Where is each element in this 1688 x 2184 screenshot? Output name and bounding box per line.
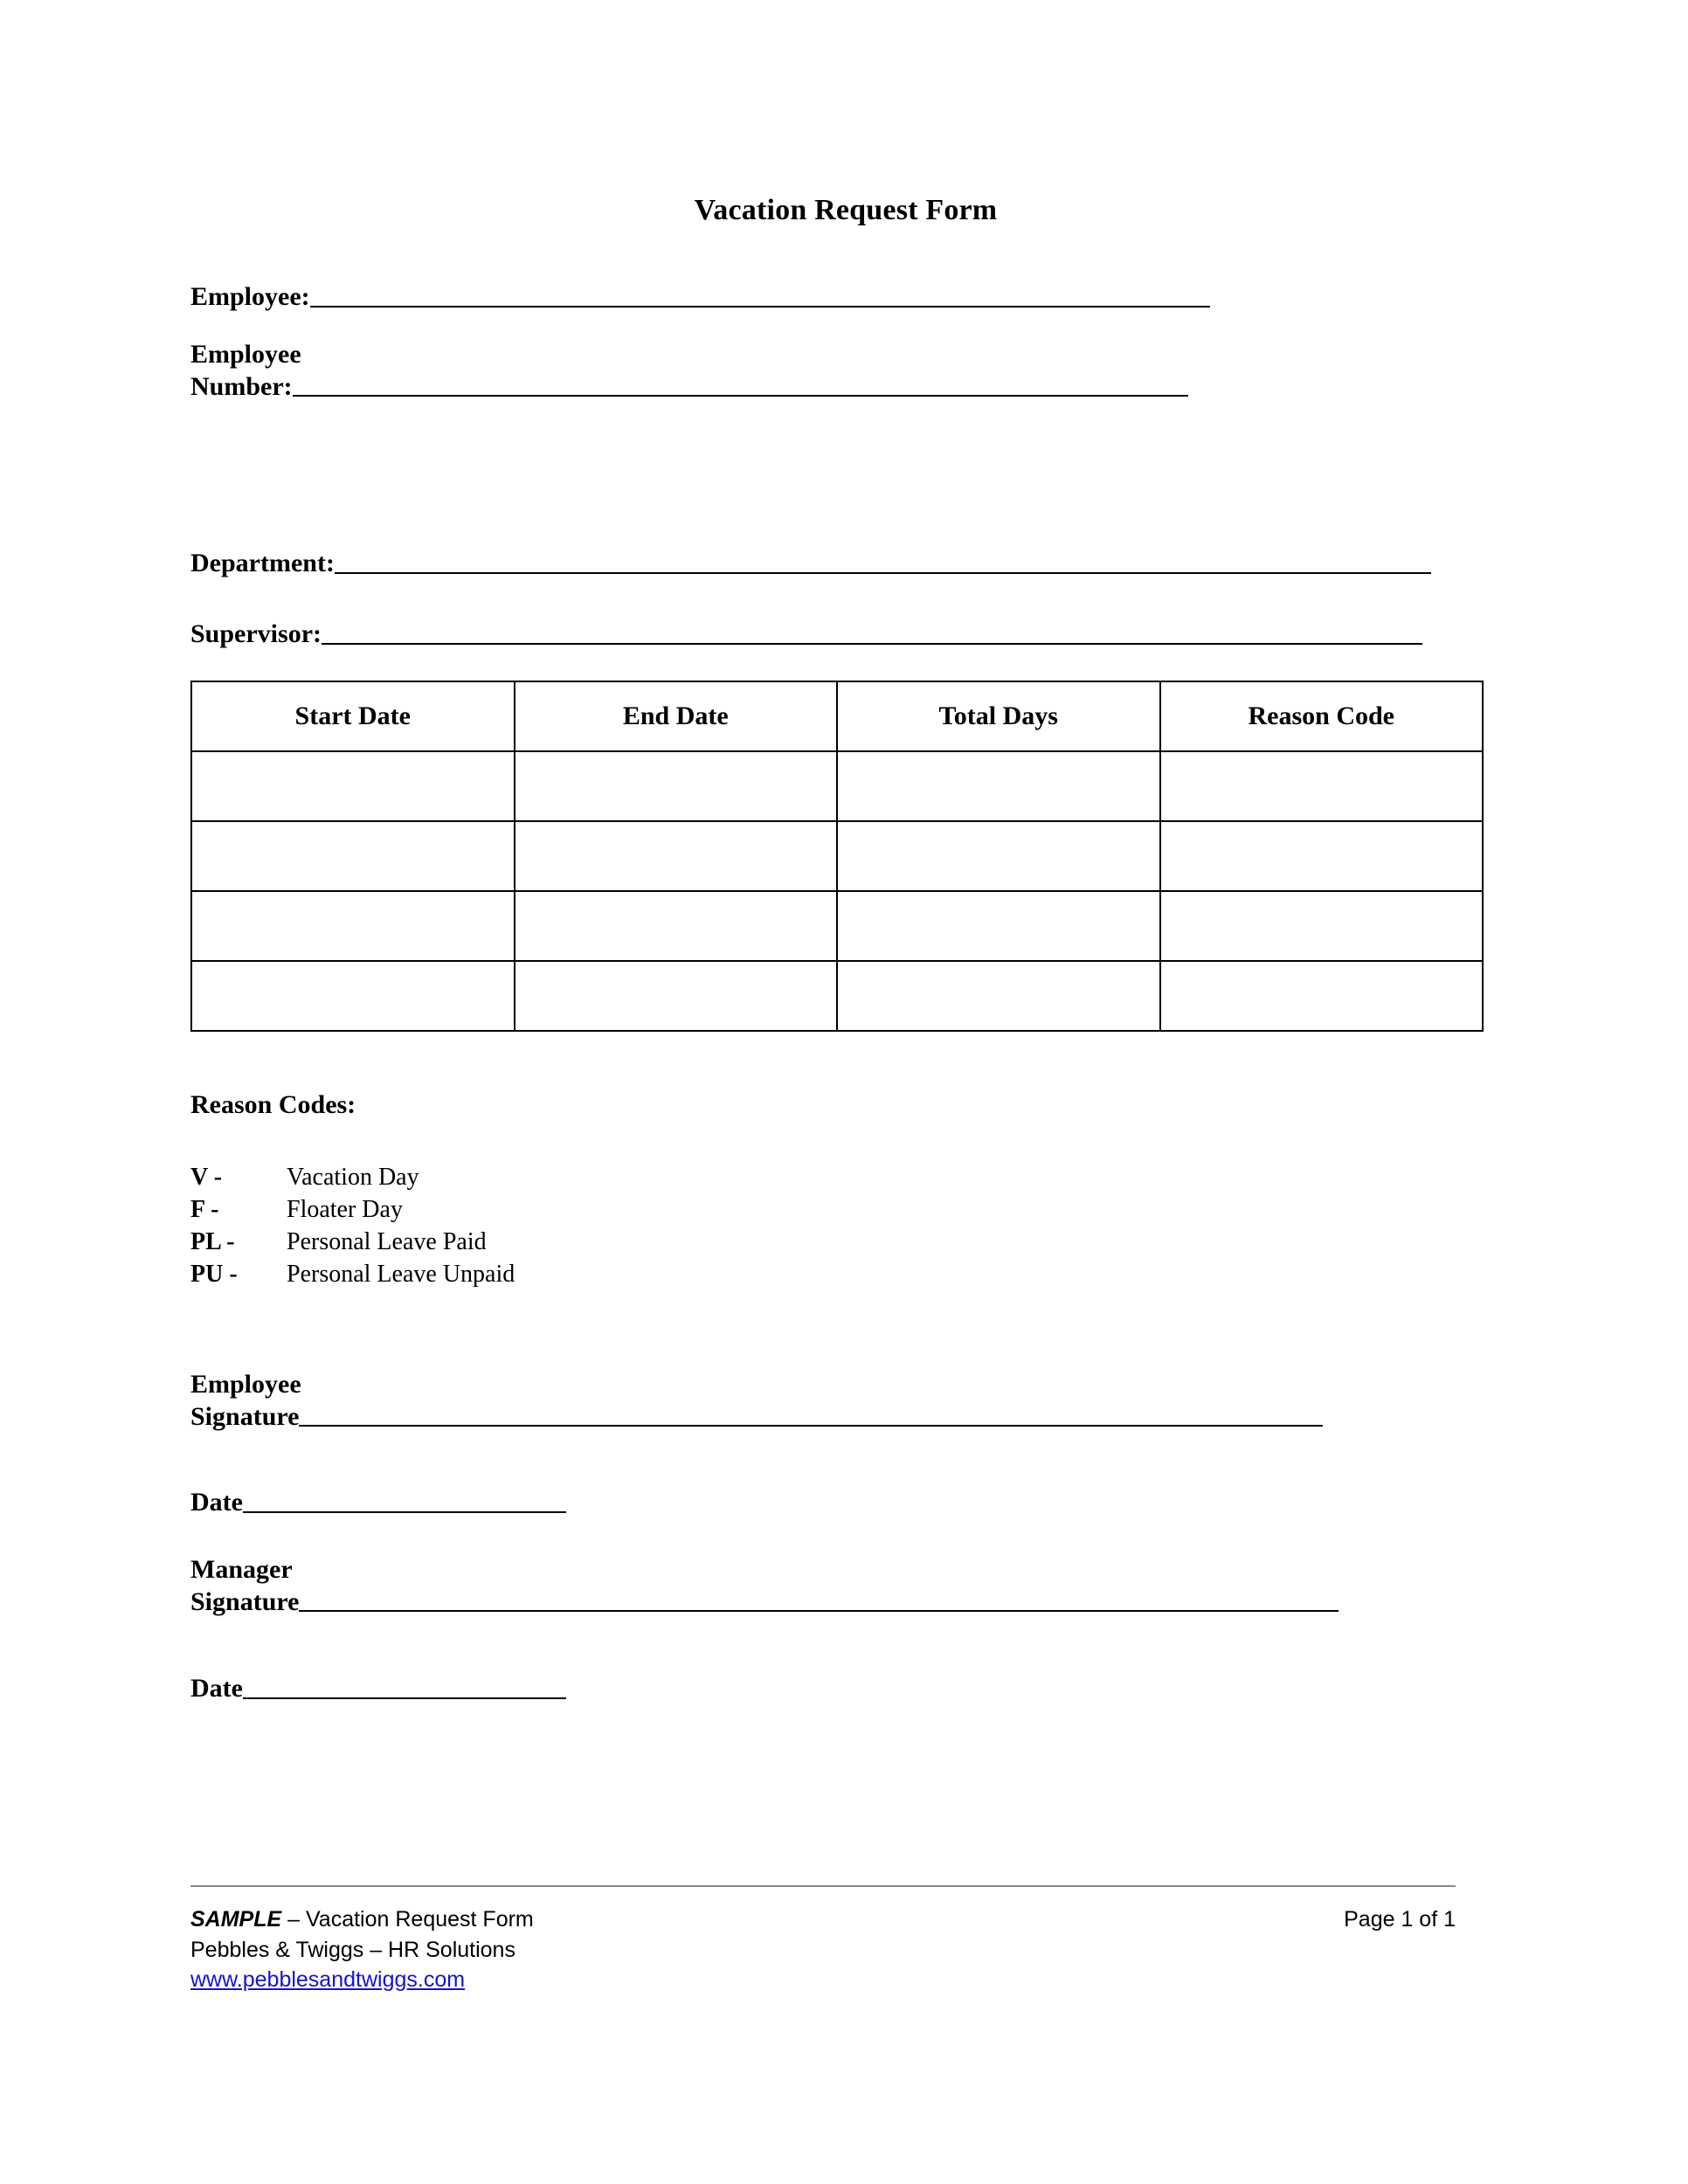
- table-row: [191, 751, 1483, 821]
- cell-total-days[interactable]: [837, 961, 1160, 1031]
- cell-start-date[interactable]: [191, 821, 515, 891]
- employee-signature-block: [190, 1369, 1501, 1433]
- field-employee-label: Employee:: [190, 282, 310, 311]
- footer-company: Pebbles & Twiggs – HR Solutions: [190, 1937, 515, 1962]
- field-employee-number: [190, 339, 1501, 403]
- field-department: [190, 548, 1501, 580]
- list-item: [190, 1162, 1064, 1194]
- employee-signature-rule[interactable]: [299, 1425, 1323, 1427]
- manager-date-label: Date: [190, 1674, 243, 1703]
- footer-title-line: [190, 1904, 534, 1935]
- reason-code-key: PL -: [190, 1227, 235, 1255]
- reason-code-description: Vacation Day: [287, 1164, 419, 1191]
- field-employee-number-rule[interactable]: [293, 395, 1188, 397]
- reason-code-key: PU -: [190, 1260, 238, 1288]
- footer-title-rest: – Vacation Request Form: [281, 1907, 534, 1932]
- field-department-rule[interactable]: [335, 572, 1431, 574]
- cell-end-date[interactable]: [515, 751, 838, 821]
- cell-total-days[interactable]: [837, 891, 1160, 961]
- reason-code-description: Floater Day: [287, 1195, 403, 1223]
- vacation-dates-table: [190, 681, 1484, 1032]
- table-row: [191, 961, 1483, 1031]
- field-employee-rule[interactable]: [310, 306, 1210, 308]
- reason-codes-list: [190, 1162, 1064, 1291]
- table-header-row: [191, 681, 1483, 751]
- list-item: [190, 1227, 1064, 1259]
- cell-reason-code[interactable]: [1160, 891, 1484, 961]
- footer-page-number: Page 1 of 1: [1344, 1907, 1456, 1932]
- employee-date-block: [190, 1487, 1501, 1519]
- field-employee-number-label-line2: Number:: [190, 371, 293, 401]
- column-header-end-date: End Date: [515, 681, 838, 751]
- reason-code-description: Personal Leave Paid: [287, 1227, 487, 1255]
- table-row: [191, 891, 1483, 961]
- field-employee-number-label-line1: Employee: [190, 340, 301, 369]
- cell-end-date[interactable]: [515, 821, 838, 891]
- footer-sample-label: SAMPLE: [190, 1907, 282, 1932]
- column-header-reason-code: Reason Code: [1160, 681, 1484, 751]
- cell-total-days[interactable]: [837, 821, 1160, 891]
- manager-signature-label-line1: Manager: [190, 1555, 293, 1584]
- cell-reason-code[interactable]: [1160, 751, 1484, 821]
- cell-total-days[interactable]: [837, 751, 1160, 821]
- manager-signature-label-line2: Signature: [190, 1586, 300, 1616]
- footer-website-link[interactable]: www.pebblesandtwiggs.com: [190, 1967, 466, 1992]
- cell-end-date[interactable]: [515, 891, 838, 961]
- footer-divider: [190, 1885, 1456, 1887]
- field-supervisor-label: Supervisor:: [190, 619, 322, 648]
- field-employee: [190, 281, 1501, 314]
- page-title: Vacation Request Form: [694, 194, 998, 226]
- manager-signature-block: [190, 1554, 1501, 1618]
- employee-signature-label-line2: Signature: [190, 1401, 300, 1431]
- manager-date-rule[interactable]: [243, 1697, 566, 1699]
- reason-code-description: Personal Leave Unpaid: [287, 1260, 515, 1288]
- list-item: [190, 1259, 1064, 1291]
- employee-date-label: Date: [190, 1488, 243, 1517]
- cell-end-date[interactable]: [515, 961, 838, 1031]
- field-supervisor: [190, 619, 1501, 651]
- column-header-total-days: Total Days: [837, 681, 1160, 751]
- employee-date-rule[interactable]: [243, 1511, 566, 1513]
- manager-date-block: [190, 1673, 1501, 1705]
- table-row: [191, 821, 1483, 891]
- cell-start-date[interactable]: [191, 751, 515, 821]
- reason-code-key: V -: [190, 1164, 223, 1191]
- reason-codes-heading: Reason Codes:: [190, 1090, 356, 1119]
- employee-signature-label-line1: Employee: [190, 1370, 301, 1399]
- footer: [190, 1904, 1456, 1995]
- list-item: [190, 1194, 1064, 1227]
- cell-reason-code[interactable]: [1160, 821, 1484, 891]
- reason-code-key: F -: [190, 1195, 219, 1223]
- cell-reason-code[interactable]: [1160, 961, 1484, 1031]
- cell-start-date[interactable]: [191, 961, 515, 1031]
- field-supervisor-rule[interactable]: [322, 643, 1422, 645]
- column-header-start-date: Start Date: [191, 681, 515, 751]
- manager-signature-rule[interactable]: [299, 1610, 1339, 1612]
- field-department-label: Department:: [190, 549, 335, 577]
- cell-start-date[interactable]: [191, 891, 515, 961]
